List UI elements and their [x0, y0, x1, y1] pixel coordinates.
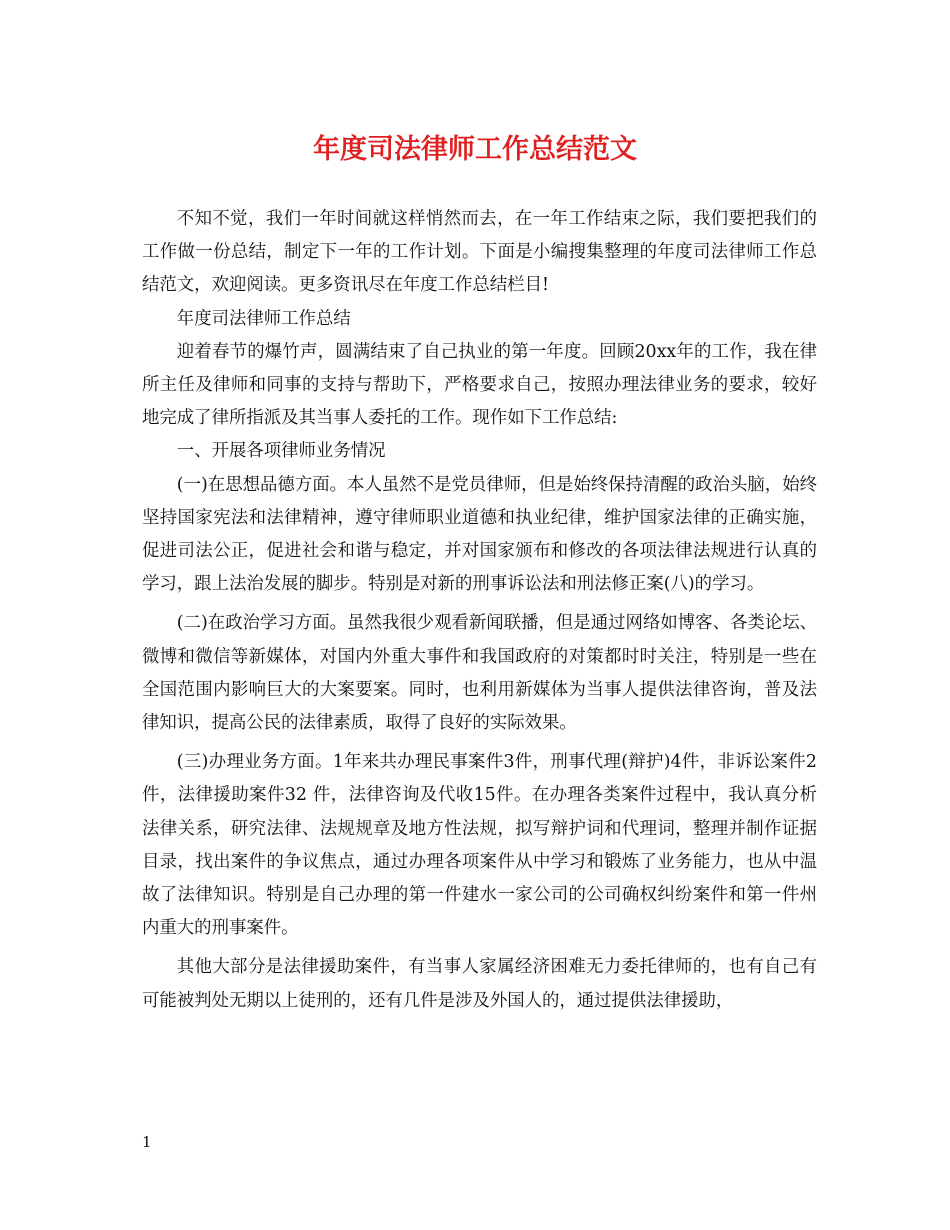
summary-paragraph: 迎着春节的爆竹声，圆满结束了自己执业的第一年度。回顾20xx年的工作，我在律所主任及律师和同事的支持与帮助下，严格要求自己，按照办理法律业务的要求，较好地完成了律所指派及其当事人委托的工作。现作如下工作总结:: [142, 341, 817, 429]
document-title: 年度司法律师工作总结范文: [313, 134, 637, 165]
page-number: 1: [142, 1133, 152, 1151]
paragraph-legal-aid: 其他大部分是法律援助案件，有当事人家属经济困难无力委托律师的，也有自己有可能被判处无期以上徒刑的，还有几件是涉及外国人的，通过提供法律援助，: [142, 957, 817, 1011]
paragraph-morality: (一)在思想品德方面。本人虽然不是党员律师，但是始终保持清醒的政治头脑，始终坚持国家宪法和法律精神，遵守律师职业道德和执业纪律，维护国家法律的正确实施，促进司法公正，促进社会和谐与稳定，并对国家颁布和修改的各项法律法规进行认真的学习，跟上法治发展的脚步。特别是对新的刑事诉讼法和刑法修正案(八)的学习。: [142, 474, 817, 595]
intro-paragraph: 不知不觉，我们一年时间就这样悄然而去，在一年工作结束之际，我们要把我们的工作做一份总结，制定下一年的工作计划。下面是小编搜集整理的年度司法律师工作总结范文，欢迎阅读。更多资讯尽在年度工作总结栏目!: [142, 209, 817, 296]
section-title: 年度司法律师工作总结: [176, 308, 351, 329]
document-body: [142, 203, 817, 1018]
paragraph-business: (三)办理业务方面。1年来共办理民事案件3件，刑事代理(辩护)4件，非诉讼案件2 件，法律援助案件32 件，法律咨询及代收15件。在办理各类案件过程中，我认真分析法律关系，研究法律、法规规章及地方性法规，拟写辩护词和代理词，整理并制作证据目录，找出案件的争议焦点，通过办理各项案件从中学习和锻炼了业务能力，也从中温故了法律知识。特别是自己办理的第一件建水一家公司的公司确权纠纷案件和第一件州内重大的刑事案件。: [142, 752, 817, 939]
section-heading-1: 一、开展各项律师业务情况: [176, 441, 386, 462]
paragraph-politics: (二)在政治学习方面。虽然我很少观看新闻联播，但是通过网络如博客、各类论坛、微博和微信等新媒体，对国内外重大事件和我国政府的对策都时时关注，特别是一些在全国范围内影响巨大的大案要案。同时，也利用新媒体为当事人提供法律咨询，普及法律知识，提高公民的法律素质，取得了良好的实际效果。: [142, 613, 817, 734]
